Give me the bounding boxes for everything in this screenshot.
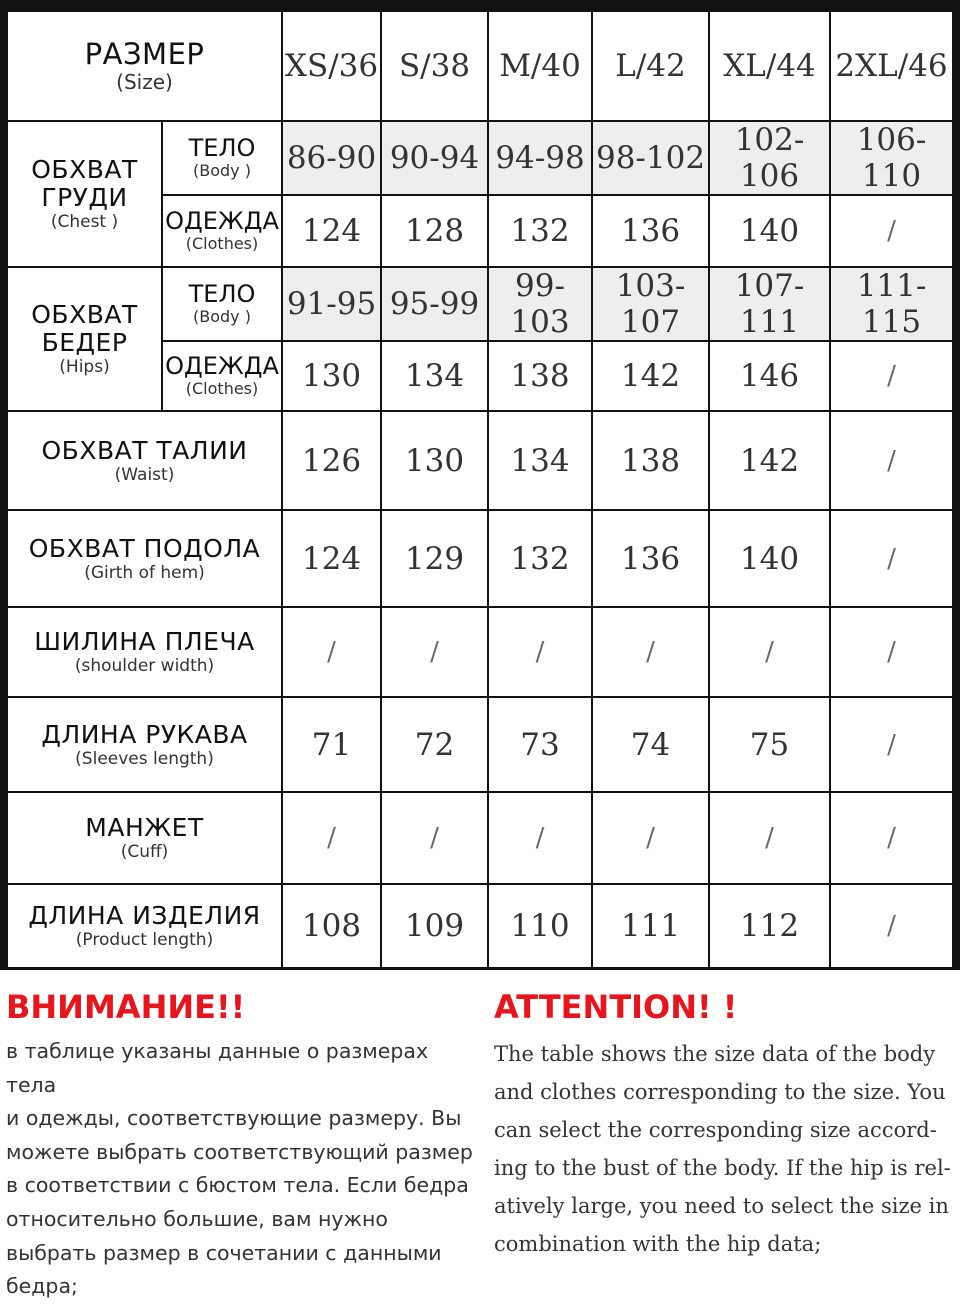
hem-value: 124 [282, 510, 381, 607]
hem-label-cell [7, 510, 282, 607]
chest-clothes-value: / [830, 195, 953, 267]
sleeve-value: 74 [592, 697, 709, 792]
shoulder-value: / [282, 607, 381, 697]
size-column-header: XL/44 [709, 11, 830, 121]
body-label-en: (Body ) [193, 161, 251, 180]
hips-clothes-value: 134 [381, 341, 488, 411]
sleeve-value: 75 [709, 697, 830, 792]
chest-label: ОБХВАТ ГРУДИ [31, 155, 138, 212]
attention-line: выбрать размер в сочетании с данными [6, 1240, 442, 1265]
hips-clothes-value: 130 [282, 341, 381, 411]
hem-value: 136 [592, 510, 709, 607]
shoulder-value: / [488, 607, 592, 697]
attention-line: The table shows the size data of the body [494, 1042, 936, 1066]
chest-clothes-value: 128 [381, 195, 488, 267]
waist-label-cell [7, 411, 282, 510]
attention-text-ru [6, 1035, 482, 1304]
waist-value: 130 [381, 411, 488, 510]
hips-body-value: 107-111 [709, 267, 830, 341]
cuff-label-en: (Cuff) [120, 842, 169, 862]
shoulder-label-en: (shoulder width) [74, 656, 215, 676]
attention-note-ru [6, 985, 482, 1304]
sleeve-row [7, 697, 953, 792]
attention-line: можете выбрать соответствующий размер [6, 1139, 473, 1164]
hips-label-cell [7, 267, 162, 411]
cuff-label: МАНЖЕТ [85, 813, 204, 842]
attention-text-en [494, 1035, 954, 1263]
hem-value: 140 [709, 510, 830, 607]
cuff-value: / [592, 792, 709, 884]
attention-title-en: ATTENTION! ! [494, 988, 738, 1026]
attention-line: can select the corresponding size accord- [494, 1118, 937, 1142]
cuff-value: / [381, 792, 488, 884]
length-label-en: (Product length) [75, 930, 214, 950]
waist-label: ОБХВАТ ТАЛИИ [41, 435, 248, 465]
chest-clothes-value: 132 [488, 195, 592, 267]
hem-value: / [830, 510, 953, 607]
size-column-header: L/42 [592, 11, 709, 121]
length-value: 111 [592, 884, 709, 968]
size-header-label-en: (Size) [116, 70, 173, 94]
hips-body-value: 103-107 [592, 267, 709, 341]
chest-body-value: 86-90 [282, 121, 381, 195]
attention-line: в соответствии с бюстом тела. Если бедра [6, 1173, 469, 1198]
hips-clothes-value: 142 [592, 341, 709, 411]
chest-body-value: 90-94 [381, 121, 488, 195]
cuff-value: / [830, 792, 953, 884]
clothes-label: ОДЕЖДА [165, 352, 279, 380]
shoulder-label: ШИЛИНА ПЛЕЧА [34, 627, 255, 656]
sleeve-value: 72 [381, 697, 488, 792]
body-label: ТЕЛО [188, 280, 256, 308]
hem-row [7, 510, 953, 607]
hips-body-value: 111-115 [830, 267, 953, 341]
hips-clothes-label-cell [162, 341, 282, 411]
attention-line: and clothes corresponding to the size. You [494, 1080, 946, 1104]
hips-clothes-value: 146 [709, 341, 830, 411]
size-column-header: S/38 [381, 11, 488, 121]
attention-line: и одежды, соответствующие размеру. Вы [6, 1106, 462, 1131]
size-header-label: РАЗМЕР [84, 37, 205, 71]
length-label: ДЛИНА ИЗДЕЛИЯ [28, 901, 261, 930]
shoulder-value: / [830, 607, 953, 697]
waist-row [7, 411, 953, 510]
hips-body-row [7, 267, 953, 341]
chest-clothes-label-cell [162, 195, 282, 267]
length-label-cell [7, 884, 282, 968]
clothes-label-en: (Clothes) [185, 234, 259, 253]
cuff-value: / [709, 792, 830, 884]
cuff-label-cell [7, 792, 282, 884]
hem-value: 132 [488, 510, 592, 607]
attention-line: бедра; [6, 1274, 78, 1299]
hips-body-value: 91-95 [282, 267, 381, 341]
size-column-header: XS/36 [282, 11, 381, 121]
hips-label: ОБХВАТ БЕДЕР [31, 300, 138, 357]
waist-value: 138 [592, 411, 709, 510]
size-header-cell [7, 11, 282, 121]
length-value: 110 [488, 884, 592, 968]
hem-value: 129 [381, 510, 488, 607]
chest-label-cell [7, 121, 162, 267]
sleeve-label-cell [7, 697, 282, 792]
hips-clothes-value: / [830, 341, 953, 411]
hips-label-en: (Hips) [59, 357, 110, 377]
chest-body-label-cell [162, 121, 282, 195]
chest-body-row [7, 121, 953, 195]
waist-value: 134 [488, 411, 592, 510]
chest-clothes-value: 140 [709, 195, 830, 267]
hem-label-en: (Girth of hem) [84, 562, 205, 583]
sleeve-value: 71 [282, 697, 381, 792]
chest-body-value: 94-98 [488, 121, 592, 195]
shoulder-row [7, 607, 953, 697]
header-row [7, 11, 953, 121]
sleeve-label: ДЛИНА РУКАВА [41, 719, 248, 749]
waist-value: / [830, 411, 953, 510]
attention-line: atively large, you need to select the size in [494, 1194, 949, 1218]
shoulder-value: / [381, 607, 488, 697]
clothes-label-en: (Clothes) [185, 379, 259, 398]
chest-clothes-value: 124 [282, 195, 381, 267]
size-column-header: M/40 [488, 11, 592, 121]
sleeve-value: / [830, 697, 953, 792]
body-label-en: (Body ) [193, 307, 251, 326]
cuff-value: / [488, 792, 592, 884]
length-value: 109 [381, 884, 488, 968]
cuff-row [7, 792, 953, 884]
hips-body-value: 95-99 [381, 267, 488, 341]
sleeve-value: 73 [488, 697, 592, 792]
attention-line: в таблице указаны данные о размерах тела [6, 1039, 429, 1097]
waist-label-en: (Waist) [114, 464, 175, 485]
hem-label: ОБХВАТ ПОДОЛА [28, 533, 261, 563]
hips-body-value: 99-103 [488, 267, 592, 341]
size-column-header: 2XL/46 [830, 11, 953, 121]
hips-clothes-value: 138 [488, 341, 592, 411]
attention-title-ru: ВНИМАНИЕ!! [6, 988, 246, 1026]
chest-label-en: (Chest ) [50, 212, 119, 232]
length-row [7, 884, 953, 968]
chest-clothes-value: 136 [592, 195, 709, 267]
attention-line: относительно большие, вам нужно [6, 1206, 388, 1231]
shoulder-label-cell [7, 607, 282, 697]
chest-body-value: 98-102 [592, 121, 709, 195]
length-value: 108 [282, 884, 381, 968]
attention-line: combination with the hip data; [494, 1232, 822, 1256]
clothes-label: ОДЕЖДА [165, 207, 279, 235]
hips-body-label-cell [162, 267, 282, 341]
size-chart-table [6, 10, 954, 969]
shoulder-value: / [709, 607, 830, 697]
body-label: ТЕЛО [188, 134, 256, 162]
cuff-value: / [282, 792, 381, 884]
length-value: 112 [709, 884, 830, 968]
waist-value: 142 [709, 411, 830, 510]
attention-note-en [494, 985, 954, 1263]
shoulder-value: / [592, 607, 709, 697]
waist-value: 126 [282, 411, 381, 510]
chest-body-value: 102-106 [709, 121, 830, 195]
sleeve-label-en: (Sleeves length) [75, 748, 214, 769]
chest-body-value: 106-110 [830, 121, 953, 195]
length-value: / [830, 884, 953, 968]
attention-line: ing to the bust of the body. If the hip is rel- [494, 1156, 951, 1180]
